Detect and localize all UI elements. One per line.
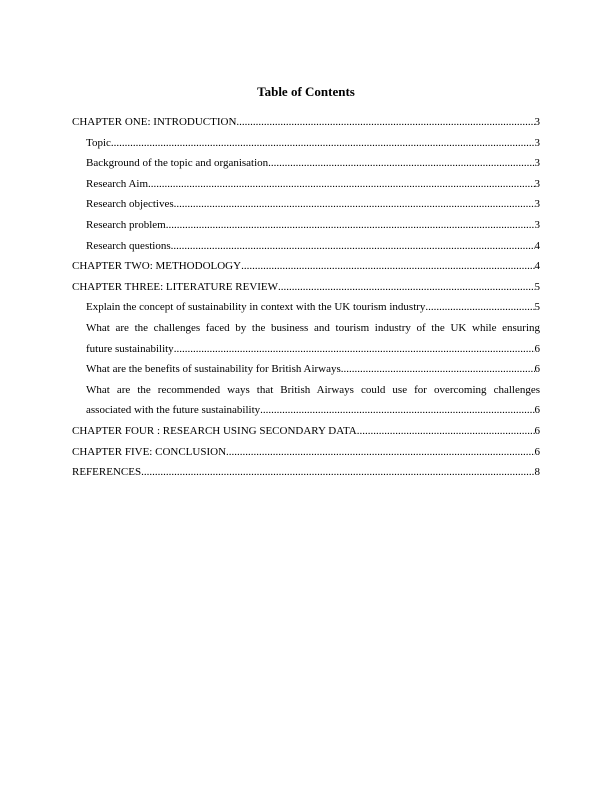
toc-entry-sustainability-concept[interactable] bbox=[72, 297, 540, 318]
toc-entry-chapter-three[interactable] bbox=[72, 277, 540, 298]
toc-entry-label: CHAPTER FOUR : RESEARCH USING SECONDARY DATA bbox=[72, 424, 357, 437]
dot-leader bbox=[260, 400, 534, 421]
table-of-contents bbox=[72, 112, 540, 483]
dot-leader bbox=[268, 153, 534, 174]
toc-entry-research-objectives[interactable] bbox=[72, 194, 540, 215]
toc-entry-recommended-ways[interactable] bbox=[72, 380, 540, 421]
dot-leader bbox=[174, 194, 535, 215]
toc-entry-label: What are the recommended ways that British Airways could use for overcoming challenges bbox=[86, 383, 540, 396]
dot-leader bbox=[141, 462, 534, 483]
toc-page-number: 6 bbox=[534, 342, 540, 355]
toc-entry-label: Research questions bbox=[86, 239, 171, 252]
toc-page-number: 3 bbox=[534, 198, 540, 211]
toc-entry-topic[interactable] bbox=[72, 133, 540, 154]
toc-entry-label: What are the challenges faced by the business and tourism industry of the UK while ensuring bbox=[86, 321, 540, 334]
dot-leader bbox=[425, 297, 534, 318]
toc-entry-chapter-five[interactable] bbox=[72, 442, 540, 463]
toc-page-number: 3 bbox=[534, 157, 540, 170]
toc-page-number: 5 bbox=[534, 280, 540, 293]
toc-entry-references[interactable] bbox=[72, 462, 540, 483]
toc-entry-label: CHAPTER THREE: LITERATURE REVIEW bbox=[72, 280, 279, 293]
toc-title: Table of Contents bbox=[257, 84, 355, 99]
toc-entry-label: Research objectives bbox=[86, 198, 174, 211]
toc-entry-research-questions[interactable] bbox=[72, 236, 540, 257]
toc-page-number: 6 bbox=[534, 363, 540, 376]
toc-entry-challenges[interactable] bbox=[72, 318, 540, 359]
dot-leader bbox=[241, 256, 534, 277]
toc-entry-label: CHAPTER ONE: INTRODUCTION bbox=[72, 116, 237, 128]
toc-entry-research-aim[interactable] bbox=[72, 174, 540, 195]
toc-entry-label: CHAPTER TWO: METHODOLOGY bbox=[72, 260, 242, 273]
toc-entry-background[interactable] bbox=[72, 153, 540, 174]
toc-entry-chapter-four[interactable] bbox=[72, 421, 540, 442]
toc-page-number: 8 bbox=[534, 466, 540, 479]
dot-leader bbox=[166, 215, 535, 236]
toc-entry-label: Background of the topic and organisation bbox=[86, 157, 269, 170]
toc-page-number: 3 bbox=[534, 116, 540, 128]
toc-entry-label: What are the benefits of sustainability for British Airways bbox=[86, 363, 341, 376]
toc-entry-benefits[interactable] bbox=[72, 359, 540, 380]
dot-leader bbox=[171, 236, 535, 257]
dot-leader bbox=[357, 421, 535, 442]
toc-entry-research-problem[interactable] bbox=[72, 215, 540, 236]
toc-entry-label: Topic bbox=[86, 136, 111, 149]
toc-entry-chapter-one[interactable] bbox=[72, 112, 540, 133]
toc-page-number: 6 bbox=[534, 445, 540, 458]
toc-entry-label: Research problem bbox=[86, 218, 166, 231]
dot-leader bbox=[148, 174, 534, 195]
toc-page-number: 6 bbox=[534, 424, 540, 437]
toc-entry-label: Research Aim bbox=[86, 177, 149, 190]
toc-page-number: 3 bbox=[534, 136, 540, 149]
toc-page-number: 5 bbox=[534, 301, 540, 314]
dot-leader bbox=[341, 359, 535, 380]
toc-entry-chapter-two[interactable] bbox=[72, 256, 540, 277]
toc-page-number: 3 bbox=[534, 177, 540, 190]
dot-leader bbox=[111, 133, 535, 154]
dot-leader bbox=[278, 277, 534, 298]
dot-leader bbox=[226, 442, 534, 463]
toc-entry-label-continued: associated with the future sustainability bbox=[86, 404, 261, 417]
dot-leader bbox=[174, 339, 535, 360]
dot-leader bbox=[236, 112, 534, 133]
toc-page-number: 4 bbox=[534, 239, 540, 252]
toc-page-number: 3 bbox=[534, 218, 540, 231]
toc-entry-label-continued: future sustainability bbox=[86, 342, 174, 355]
toc-page-number: 4 bbox=[534, 260, 540, 273]
toc-page-number: 6 bbox=[534, 404, 540, 417]
toc-entry-label: Explain the concept of sustainability in context with the UK tourism industry bbox=[86, 301, 426, 314]
toc-entry-label: CHAPTER FIVE: CONCLUSION bbox=[72, 445, 227, 458]
toc-entry-label: REFERENCES bbox=[72, 466, 142, 479]
